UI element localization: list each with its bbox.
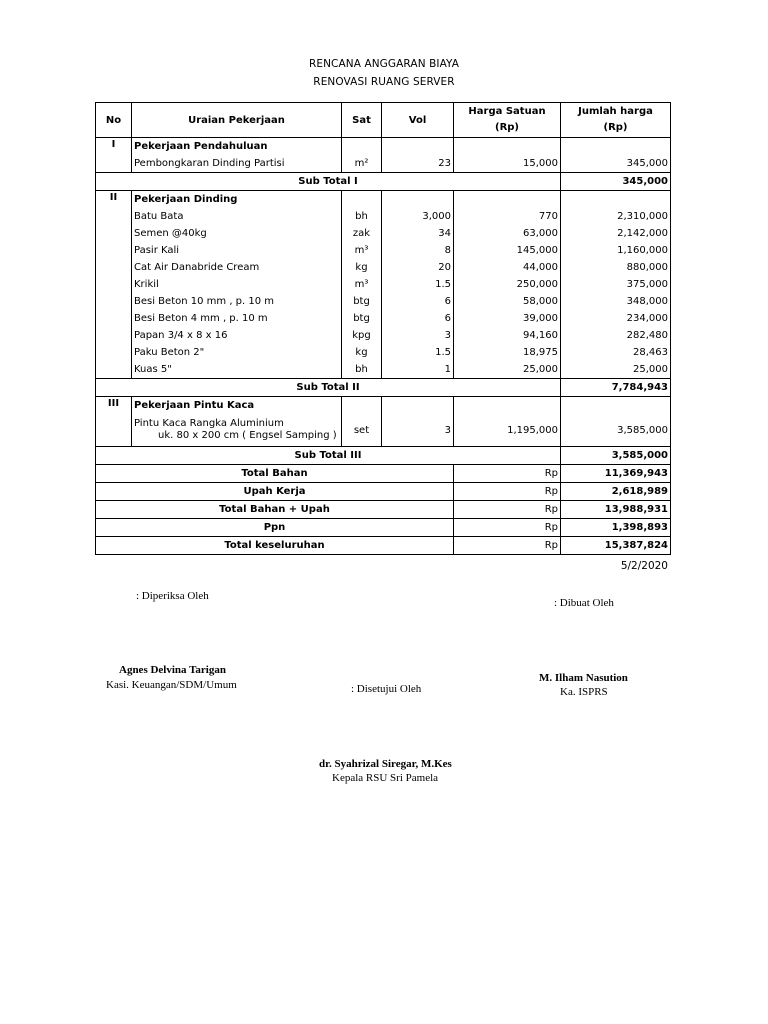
table-row	[96, 327, 671, 344]
table-row	[96, 225, 671, 242]
section-number: I	[96, 138, 132, 156]
item-unit: set	[342, 414, 382, 447]
item-unit-price: 770	[454, 208, 561, 225]
item-unit-price: 15,000	[454, 155, 561, 173]
total-currency: Rp	[454, 483, 561, 501]
subtotal-row	[96, 379, 671, 397]
item-total: 1,160,000	[561, 242, 671, 259]
total-currency: Rp	[454, 465, 561, 483]
grand-total-value: 15,387,824	[561, 537, 671, 555]
total-label: Ppn	[96, 519, 454, 537]
item-unit-price: 94,160	[454, 327, 561, 344]
item-volume: 23	[382, 155, 454, 173]
col-header-jumlah	[561, 103, 671, 138]
item-total: 375,000	[561, 276, 671, 293]
col-header-harga	[454, 103, 561, 138]
col-header-jumlah-line1: Jumlah harga	[578, 106, 653, 117]
section-title: Pekerjaan Pintu Kaca	[132, 397, 342, 415]
col-header-harga-line1: Harga Satuan	[468, 106, 546, 117]
grand-total-row	[96, 537, 671, 555]
item-unit: kpg	[342, 327, 382, 344]
approver-name: dr. Syahrizal Siregar, M.Kes	[319, 758, 452, 770]
diperiksa-label: : Diperiksa Oleh	[136, 590, 209, 602]
subtotal-value: 7,784,943	[561, 379, 671, 397]
document-title: RENCANA ANGGARAN BIAYA	[308, 58, 460, 70]
budget-table	[95, 102, 671, 555]
total-currency: Rp	[454, 519, 561, 537]
col-header-vol: Vol	[382, 103, 454, 138]
total-label: Upah Kerja	[96, 483, 454, 501]
item-total: 282,480	[561, 327, 671, 344]
item-total: 234,000	[561, 310, 671, 327]
item-description: Batu Bata	[132, 208, 342, 225]
total-label: Total Bahan	[96, 465, 454, 483]
section-row	[96, 191, 671, 209]
dibuat-label: : Dibuat Oleh	[554, 597, 614, 609]
table-row	[96, 259, 671, 276]
item-unit-price: 250,000	[454, 276, 561, 293]
item-description: Besi Beton 4 mm , p. 10 m	[132, 310, 342, 327]
total-row	[96, 465, 671, 483]
item-unit: btg	[342, 293, 382, 310]
item-volume: 34	[382, 225, 454, 242]
item-description: Kuas 5"	[132, 361, 342, 379]
item-unit: btg	[342, 310, 382, 327]
maker-name: M. Ilham Nasution	[539, 672, 628, 684]
item-description: Krikil	[132, 276, 342, 293]
total-value: 13,988,931	[561, 501, 671, 519]
item-unit-price: 44,000	[454, 259, 561, 276]
subtotal-label: Sub Total III	[96, 447, 561, 465]
col-header-jumlah-line2: (Rp)	[603, 122, 628, 133]
col-header-no: No	[96, 103, 132, 138]
item-description: Pasir Kali	[132, 242, 342, 259]
col-header-uraian: Uraian Pekerjaan	[132, 103, 342, 138]
checker-title: Kasi. Keuangan/SDM/Umum	[106, 679, 237, 691]
total-value: 2,618,989	[561, 483, 671, 501]
disetujui-label: : Disetujui Oleh	[351, 683, 422, 695]
section-title: Pekerjaan Pendahuluan	[132, 138, 342, 156]
table-header-row	[96, 103, 671, 138]
section-row	[96, 397, 671, 415]
item-unit-price: 145,000	[454, 242, 561, 259]
item-unit: bh	[342, 361, 382, 379]
item-total: 25,000	[561, 361, 671, 379]
item-unit: kg	[342, 259, 382, 276]
item-unit: zak	[342, 225, 382, 242]
total-value: 1,398,893	[561, 519, 671, 537]
table-row	[96, 361, 671, 379]
total-value: 11,369,943	[561, 465, 671, 483]
item-volume: 6	[382, 293, 454, 310]
table-row	[96, 242, 671, 259]
item-volume: 1	[382, 361, 454, 379]
item-unit-price: 63,000	[454, 225, 561, 242]
col-header-harga-line2: (Rp)	[495, 122, 519, 133]
table-row	[96, 208, 671, 225]
item-description-line1: Pintu Kaca Rangka Aluminium	[134, 418, 284, 429]
subtotal-row	[96, 173, 671, 191]
document-subtitle: RENOVASI RUANG SERVER	[313, 76, 455, 88]
table-row	[96, 276, 671, 293]
item-total: 28,463	[561, 344, 671, 361]
table-row	[96, 310, 671, 327]
item-unit: m³	[342, 276, 382, 293]
item-volume: 6	[382, 310, 454, 327]
subtotal-label: Sub Total II	[96, 379, 561, 397]
item-total: 345,000	[561, 155, 671, 173]
item-volume: 3,000	[382, 208, 454, 225]
total-row	[96, 501, 671, 519]
subtotal-row	[96, 447, 671, 465]
checker-name: Agnes Delvina Tarigan	[119, 664, 226, 676]
approver-title: Kepala RSU Sri Pamela	[332, 772, 439, 784]
item-volume: 1.5	[382, 276, 454, 293]
table-row	[96, 344, 671, 361]
maker-title: Ka. ISPRS	[560, 686, 608, 698]
item-unit-price: 58,000	[454, 293, 561, 310]
item-volume: 3	[382, 327, 454, 344]
item-volume: 3	[382, 414, 454, 447]
item-volume: 20	[382, 259, 454, 276]
item-description: Papan 3/4 x 8 x 16	[132, 327, 342, 344]
total-row	[96, 483, 671, 501]
item-unit: bh	[342, 208, 382, 225]
table-row	[96, 414, 671, 447]
grand-total-label: Total keseluruhan	[96, 537, 454, 555]
item-total: 2,142,000	[561, 225, 671, 242]
item-unit-price: 1,195,000	[454, 414, 561, 447]
item-unit: m³	[342, 242, 382, 259]
section-number: III	[96, 397, 132, 415]
item-unit-price: 18,975	[454, 344, 561, 361]
item-unit: m²	[342, 155, 382, 173]
section-number: II	[96, 191, 132, 209]
item-unit: kg	[342, 344, 382, 361]
item-description	[132, 414, 342, 447]
item-total: 348,000	[561, 293, 671, 310]
item-total: 3,585,000	[561, 414, 671, 447]
document-date: 5/2/2020	[620, 560, 668, 572]
grand-total-currency: Rp	[454, 537, 561, 555]
subtotal-value: 345,000	[561, 173, 671, 191]
subtotal-value: 3,585,000	[561, 447, 671, 465]
item-description: Pembongkaran Dinding Partisi	[132, 155, 342, 173]
item-volume: 1.5	[382, 344, 454, 361]
subtotal-label: Sub Total I	[96, 173, 561, 191]
col-header-sat: Sat	[342, 103, 382, 138]
item-unit-price: 39,000	[454, 310, 561, 327]
item-description: Paku Beton 2"	[132, 344, 342, 361]
section-title: Pekerjaan Dinding	[132, 191, 342, 209]
total-row	[96, 519, 671, 537]
item-description: Besi Beton 10 mm , p. 10 m	[132, 293, 342, 310]
item-total: 2,310,000	[561, 208, 671, 225]
total-label: Total Bahan + Upah	[96, 501, 454, 519]
table-row	[96, 293, 671, 310]
total-currency: Rp	[454, 501, 561, 519]
item-description: Cat Air Danabride Cream	[132, 259, 342, 276]
item-description: Semen @40kg	[132, 225, 342, 242]
item-volume: 8	[382, 242, 454, 259]
item-total: 880,000	[561, 259, 671, 276]
item-description-line2: uk. 80 x 200 cm ( Engsel Samping )	[158, 430, 337, 441]
table-row	[96, 155, 671, 173]
section-row	[96, 138, 671, 156]
item-unit-price: 25,000	[454, 361, 561, 379]
